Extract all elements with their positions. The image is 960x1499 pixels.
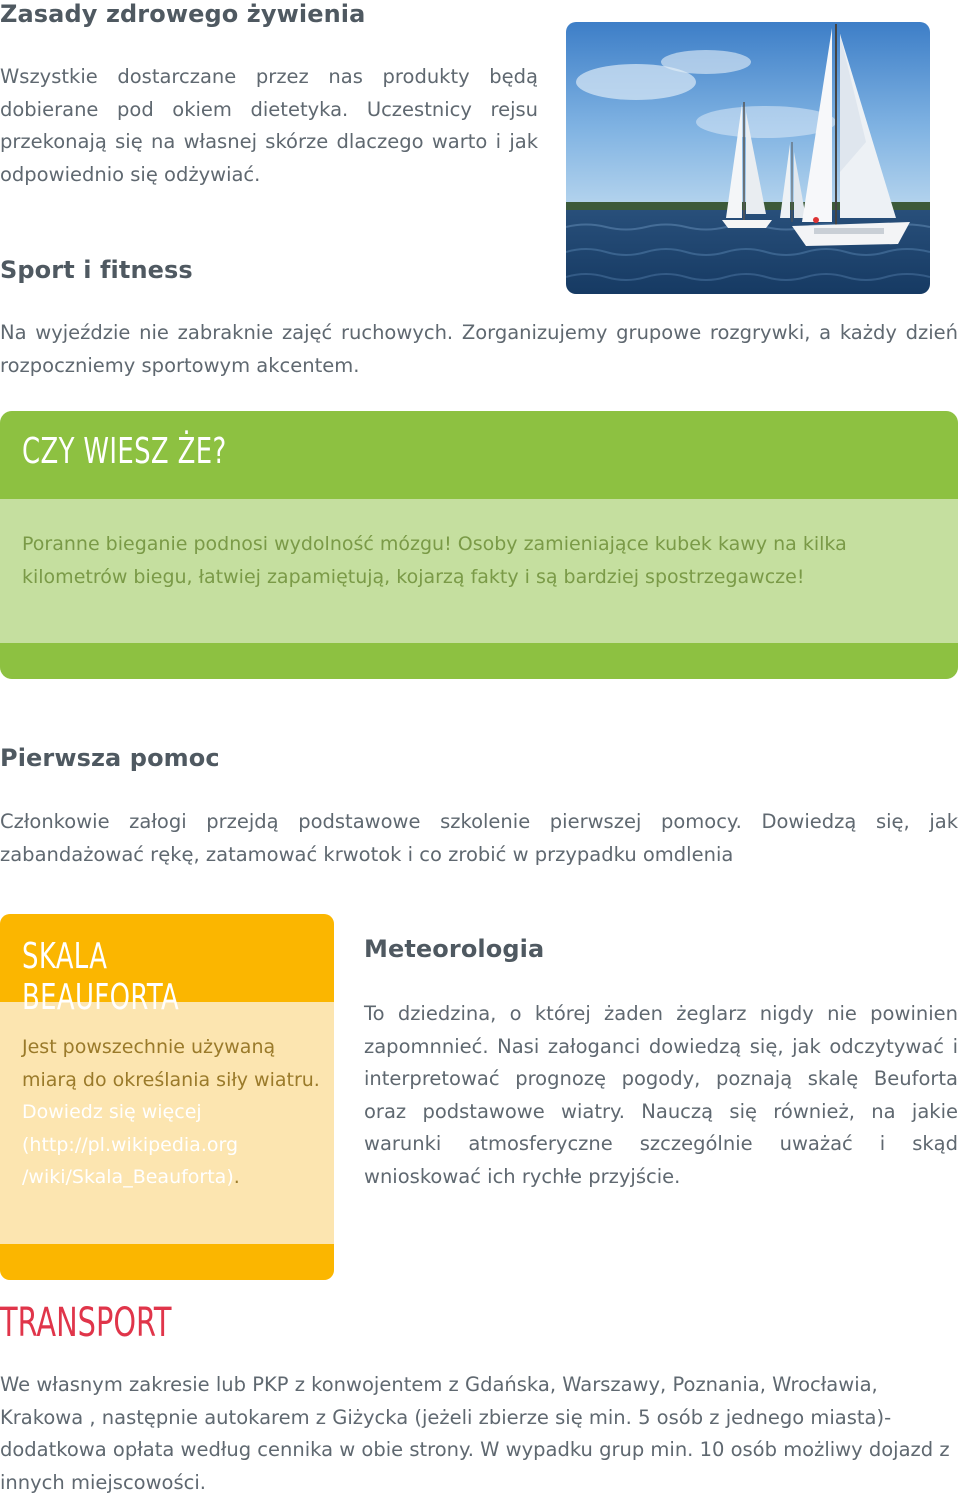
did-you-know-text: Poranne bieganie podnosi wydolność mózgu! Osoby zamieniające kubek kawy na kilka kilometrów biegu, łatwiej zapamiętują, kojarzą fakty i są bardziej spostrzegawcze! — [22, 533, 847, 588]
sailboats-photo — [566, 22, 930, 294]
first-aid-text: Członkowie załogi przejdą podstawowe szkolenie pierwszej pomocy. Dowiedzą się, jak zabandażować rękę, zatamować krwotok i co zrobić w przypadku omdlenia — [0, 810, 958, 866]
first-aid-title: Pierwsza pomoc — [0, 744, 220, 772]
beaufort-text — [22, 1031, 322, 1194]
did-you-know-header — [0, 411, 958, 499]
did-you-know-box — [0, 411, 958, 679]
sport-title: Sport i fitness — [0, 256, 193, 284]
beaufort-text-main: Jest powszechnie używaną miarą do określania siły wiatru. — [22, 1036, 320, 1091]
beaufort-footer — [0, 1244, 334, 1280]
meteorology-title: Meteorologia — [364, 935, 545, 963]
beaufort-box — [0, 914, 334, 1280]
beaufort-header — [0, 914, 334, 1018]
beaufort-text-tail: . — [233, 1166, 240, 1188]
transport-title: TRANSPORT — [0, 1300, 172, 1346]
did-you-know-title: CZY WIESZ ŻE? — [22, 431, 227, 472]
transport-text: We własnym zakresie lub PKP z konwojentem z Gdańska, Warszawy, Poznania, Wrocławia, Krakowa , następnie autokarem z Giżycka (jeżeli zbierze się min. 5 osób z jednego miasta)- dodatkowa opłata według cennika w obie strony. W wypadku grup min. 10 osób możliwy dojazd z innych miejscowości. — [0, 1373, 950, 1494]
healthy-eating-text: Wszystkie dostarczane przez nas produkty będą dobierane pod okiem dietetyka. Uczestnicy rejsu przekonają się na własnej skórze dlaczego warto i jak odpowiednio się odżywiać. — [0, 65, 538, 186]
sport-text: Na wyjeździe nie zabraknie zajęć ruchowych. Zorganizujemy grupowe rozgrywki, a każdy dzień rozpoczniemy sportowym akcentem. — [0, 321, 958, 377]
meteorology-text: To dziedzina, o której żaden żeglarz nigdy nie powinien zapomnnieć. Nasi załoganci dowiedzą się, jak odczytywać i interpretować prognozę pogody, poznają skalę Beuforta oraz podstawowe wiatry. Nauczą się również, na jakie warunki atmosferyczne szczególnie uważać i skąd wnioskować ich rychłe przyjście. — [364, 1002, 958, 1188]
did-you-know-footer — [0, 643, 958, 679]
healthy-eating-title: Zasady zdrowego żywienia — [0, 0, 366, 28]
beaufort-wiki-link[interactable]: Dowiedz się więcej (http://pl.wikipedia.org /wiki/Skala_Beauforta) — [22, 1101, 239, 1188]
beaufort-title: SKALA BEAUFORTA — [22, 936, 180, 1018]
